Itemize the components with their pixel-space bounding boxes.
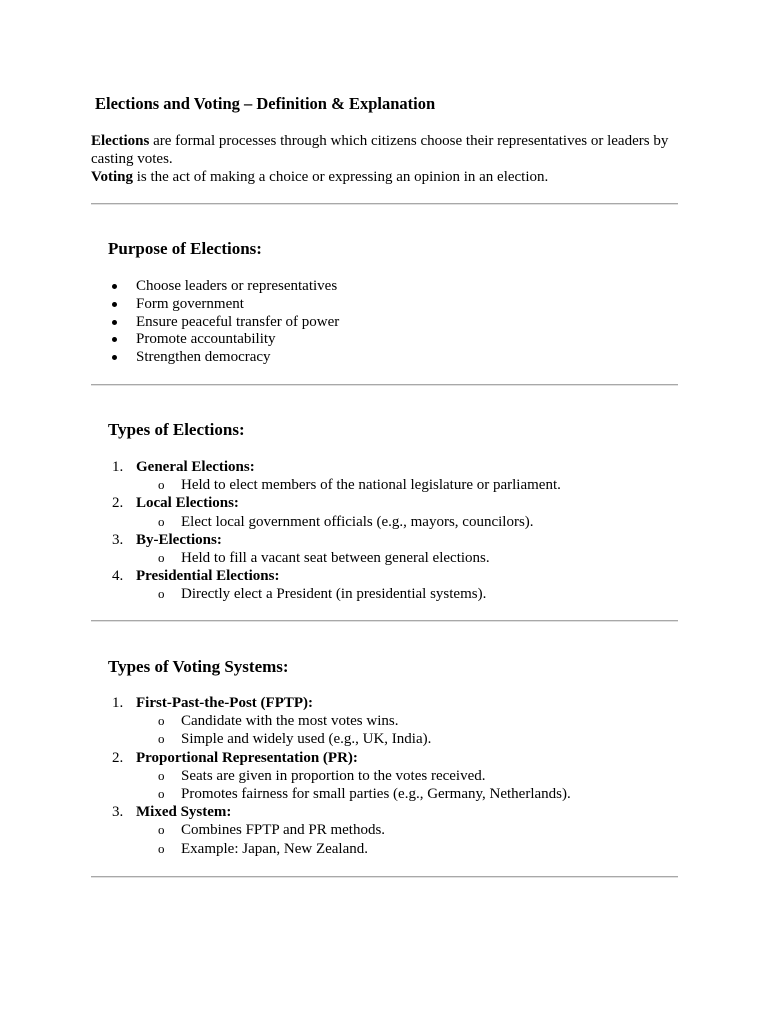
sub-list xyxy=(136,476,561,494)
list-item xyxy=(0,313,339,331)
sub-item-text: Candidate with the most votes wins. xyxy=(181,713,399,730)
numbered-item xyxy=(0,494,561,530)
sub-item-text: Directly elect a President (in presidential systems). xyxy=(181,586,487,603)
sub-list-item xyxy=(136,821,571,839)
bullet-icon xyxy=(112,284,117,289)
numbered-item xyxy=(0,694,571,749)
sub-list xyxy=(136,767,571,803)
circle-bullet-icon: o xyxy=(158,731,165,747)
sub-list xyxy=(136,549,561,567)
purpose-heading: Purpose of Elections: xyxy=(108,239,262,258)
list-item xyxy=(0,295,339,313)
purpose-list xyxy=(0,277,339,366)
list-item-text: Strengthen democracy xyxy=(136,349,271,366)
numbered-item xyxy=(0,567,561,603)
sub-list-item xyxy=(136,549,561,567)
bullet-icon xyxy=(112,337,117,342)
sub-item-text: Seats are given in proportion to the votes received. xyxy=(181,767,486,784)
item-label: First-Past-the-Post (FPTP): xyxy=(136,695,314,711)
sub-item-text: Simple and widely used (e.g., UK, India). xyxy=(181,731,432,748)
item-label: Local Elections: xyxy=(136,495,239,512)
item-number: 3. xyxy=(112,804,124,821)
circle-bullet-icon: o xyxy=(158,513,165,529)
sub-list-item xyxy=(136,840,571,858)
item-label: General Elections: xyxy=(136,459,255,475)
list-item-text: Choose leaders or representatives xyxy=(136,278,338,294)
sub-item-text: Combines FPTP and PR methods. xyxy=(181,822,386,839)
voting-definition xyxy=(91,168,681,186)
list-item-text: Promote accountability xyxy=(136,331,276,348)
numbered-item xyxy=(0,458,561,494)
numbered-item xyxy=(0,531,561,567)
sub-list-item xyxy=(136,785,571,803)
sub-item-text: Elect local government officials (e.g., mayors, councilors). xyxy=(181,513,534,530)
divider xyxy=(91,384,678,386)
bullet-icon xyxy=(112,355,117,360)
numbered-item xyxy=(0,803,571,858)
divider xyxy=(91,203,678,205)
item-label: By-Elections: xyxy=(136,531,222,548)
item-label: Mixed System: xyxy=(136,804,232,821)
item-number: 2. xyxy=(112,749,124,766)
circle-bullet-icon: o xyxy=(158,477,165,493)
divider xyxy=(91,620,678,622)
circle-bullet-icon: o xyxy=(158,822,165,838)
circle-bullet-icon: o xyxy=(158,549,165,565)
sub-item-text: Held to fill a vacant seat between general elections. xyxy=(181,549,490,566)
circle-bullet-icon: o xyxy=(158,713,165,729)
item-label: Proportional Representation (PR): xyxy=(136,749,358,766)
sub-list xyxy=(136,585,561,603)
item-label: Presidential Elections: xyxy=(136,568,280,585)
sub-list-item xyxy=(136,513,561,531)
sub-item-text: Example: Japan, New Zealand. xyxy=(181,840,369,857)
systems-heading: Types of Voting Systems: xyxy=(108,657,289,676)
list-item xyxy=(0,330,339,348)
sub-list-item xyxy=(136,712,571,730)
list-item xyxy=(0,277,339,295)
item-number: 3. xyxy=(112,531,124,548)
item-number: 1. xyxy=(112,459,124,475)
sub-list xyxy=(136,712,571,748)
sub-list xyxy=(136,513,561,531)
list-item xyxy=(0,348,339,366)
types-heading: Types of Elections: xyxy=(108,420,245,439)
voting-text: is the act of making a choice or expressing an opinion in an election. xyxy=(132,169,549,185)
intro-block xyxy=(91,132,681,186)
circle-bullet-icon: o xyxy=(158,586,165,602)
bullet-icon xyxy=(112,320,117,325)
divider xyxy=(91,876,678,878)
circle-bullet-icon: o xyxy=(158,840,165,856)
list-item-text: Ensure peaceful transfer of power xyxy=(136,313,340,330)
types-list xyxy=(0,458,561,604)
item-number: 4. xyxy=(112,568,124,585)
numbered-item xyxy=(0,749,571,804)
sub-list-item xyxy=(136,585,561,603)
sub-list-item xyxy=(136,730,571,748)
sub-list-item xyxy=(136,767,571,785)
item-number: 1. xyxy=(112,695,124,711)
list-item-text: Form government xyxy=(136,295,244,312)
page-title: Elections and Voting – Definition & Explanation xyxy=(95,94,436,113)
circle-bullet-icon: o xyxy=(158,767,165,783)
sub-list xyxy=(136,821,571,857)
circle-bullet-icon: o xyxy=(158,785,165,801)
sub-item-text: Promotes fairness for small parties (e.g., Germany, Netherlands). xyxy=(181,785,571,802)
elections-text: are formal processes through which citizens choose their representatives or leaders by casting votes. xyxy=(91,133,669,167)
elections-definition xyxy=(91,132,681,168)
bullet-icon xyxy=(112,302,117,307)
voting-term: Voting xyxy=(91,169,133,185)
item-number: 2. xyxy=(112,495,124,512)
elections-term: Elections xyxy=(91,133,150,149)
sub-item-text: Held to elect members of the national legislature or parliament. xyxy=(181,477,561,494)
sub-list-item xyxy=(136,476,561,494)
systems-list xyxy=(0,694,571,858)
